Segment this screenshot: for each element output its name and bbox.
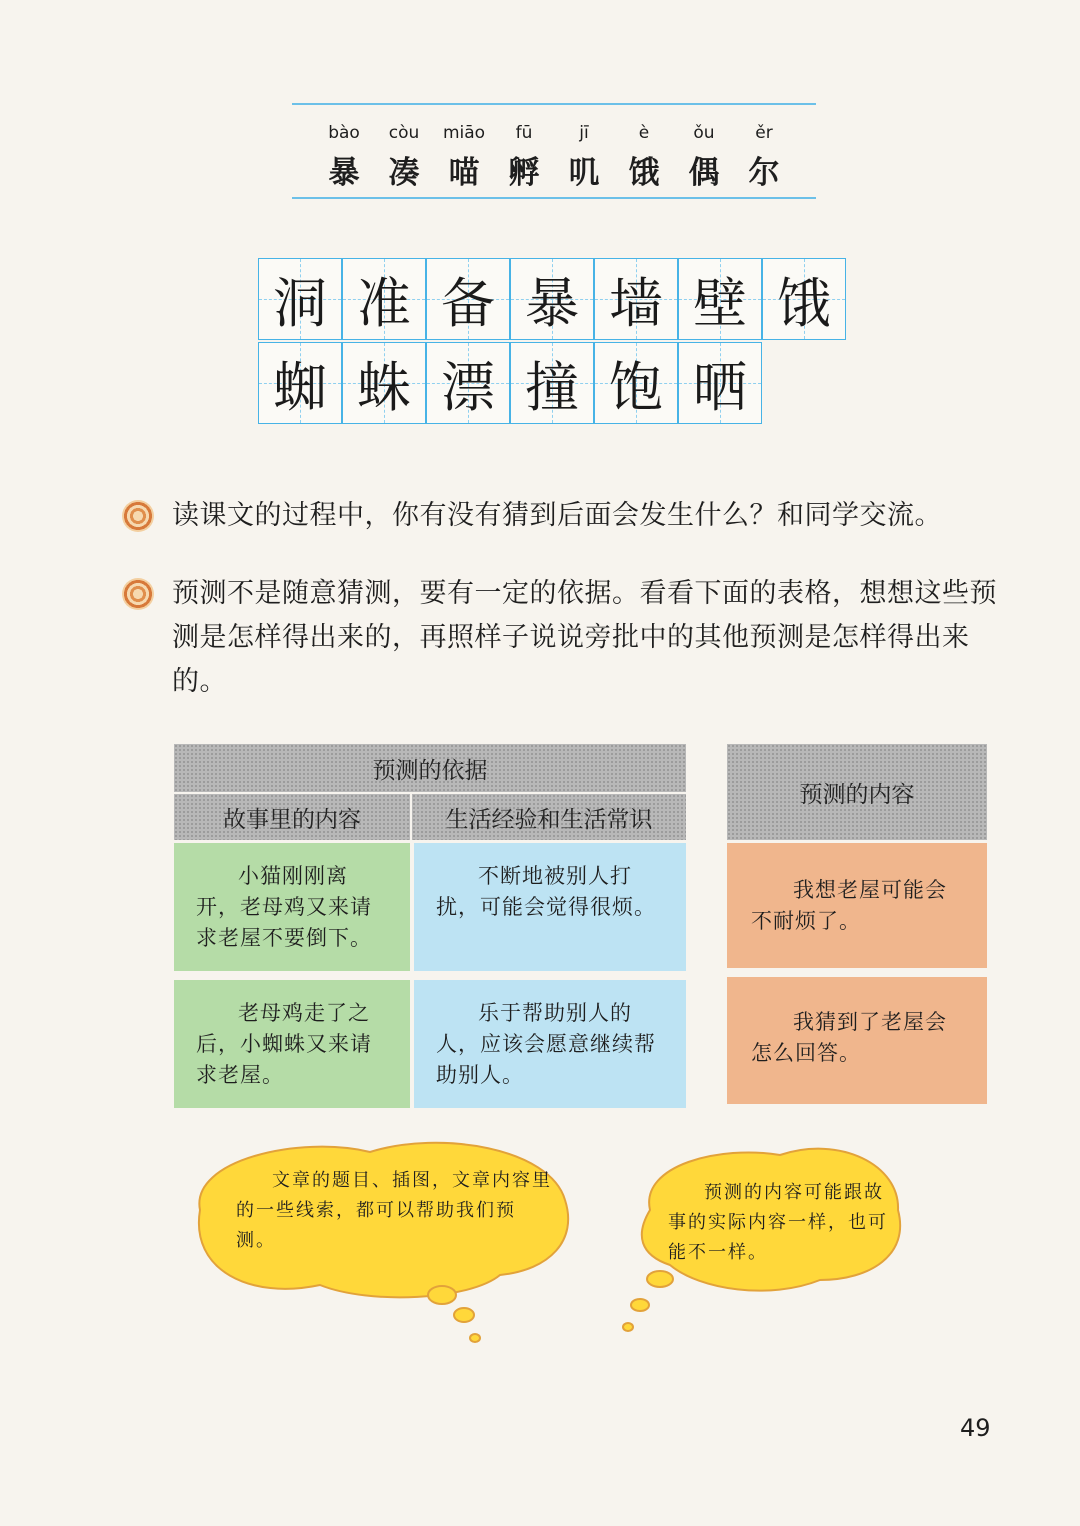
bubble-dot [454,1308,474,1322]
vocab-char: 叽 [568,155,600,191]
writing-grid-row-2 [258,342,762,424]
table-cell-life: 乐于帮助别人的人，应该会愿意继续帮助别人。 [414,980,686,1108]
life-experience-header: 生活经验和生活常识 [412,794,686,840]
vocab-char: 饿 [628,155,660,191]
swirl-bullet-icon [122,500,154,532]
grid-cell [594,258,678,340]
pinyin: jī [579,123,589,143]
pinyin: è [638,123,650,143]
vocab-char: 暴 [328,155,360,191]
bubble-dot [631,1299,649,1311]
grid-char: 饿 [777,271,831,335]
pinyin: fū [515,123,533,143]
grid-char: 壁 [693,271,747,335]
grid-cell [342,258,426,340]
bubble-dot [647,1271,673,1287]
grid-char: 备 [441,271,495,335]
grid-char: 漂 [441,355,495,419]
grid-cell [426,342,510,424]
pinyin-vocab-band [292,103,816,199]
vocab-char: 尔 [748,155,780,191]
right-bubble-text: 预测的内容可能跟故事的实际内容一样，也可能不一样。 [668,1182,888,1263]
grid-char: 准 [357,271,411,335]
grid-char: 暴 [525,271,579,335]
grid-cell [510,258,594,340]
grid-char: 蜘 [273,355,327,419]
grid-char: 蛛 [357,355,411,419]
grid-cell [342,342,426,424]
pinyin: bào [328,123,360,143]
grid-cell [594,342,678,424]
table-cell-prediction: 我猜到了老屋会怎么回答。 [727,977,987,1104]
table-cell-story: 小猫刚刚离开，老母鸡又来请求老屋不要倒下。 [174,843,410,971]
table-cell-story: 老母鸡走了之后，小蜘蛛又来请求老屋。 [174,980,410,1108]
question-1: 读课文的过程中，你有没有猜到后面会发生什么？和同学交流。 [172,500,942,531]
vocab-char: 偶 [688,155,720,191]
grid-char: 洞 [273,271,327,335]
vocab-char: 孵 [508,155,540,191]
grid-char: 饱 [609,355,663,419]
bubble-dot [428,1286,456,1304]
question-2: 预测不是随意猜测，要有一定的依据。看看下面的表格，想想这些预测是怎样得出来的，再照样子说说旁批中的其他预测是怎样得出来的。 [172,578,997,697]
grid-cell [258,342,342,424]
grid-char: 撞 [525,355,579,419]
basis-header: 预测的依据 [174,744,686,792]
table-cell-life: 不断地被别人打扰，可能会觉得很烦。 [414,843,686,971]
grid-cell [258,258,342,340]
grid-char: 墙 [609,271,663,335]
bubble-dot [470,1334,480,1342]
bubble-dot [623,1323,633,1331]
pinyin: còu [388,123,420,143]
table-cell-prediction: 我想老屋可能会不耐烦了。 [727,843,987,968]
vocab-char: 凑 [388,155,420,191]
grid-cell [426,258,510,340]
left-bubble-text: 文章的题目、插图，文章内容里的一些线索，都可以帮助我们预测。 [236,1170,552,1251]
story-content-header: 故事里的内容 [174,794,410,840]
grid-cell [762,258,846,340]
pinyin: miāo [442,123,486,143]
swirl-bullet-icon [122,578,154,610]
writing-grid-row-1 [258,258,846,340]
vocab-char: 喵 [448,155,480,191]
pinyin: ǒu [693,123,715,143]
pinyin: ěr [755,123,773,143]
grid-cell [678,258,762,340]
grid-cell [678,342,762,424]
grid-cell [510,342,594,424]
prediction-header: 预测的内容 [727,744,987,840]
grid-char: 晒 [693,355,747,419]
page-number: 49 [960,1414,991,1442]
